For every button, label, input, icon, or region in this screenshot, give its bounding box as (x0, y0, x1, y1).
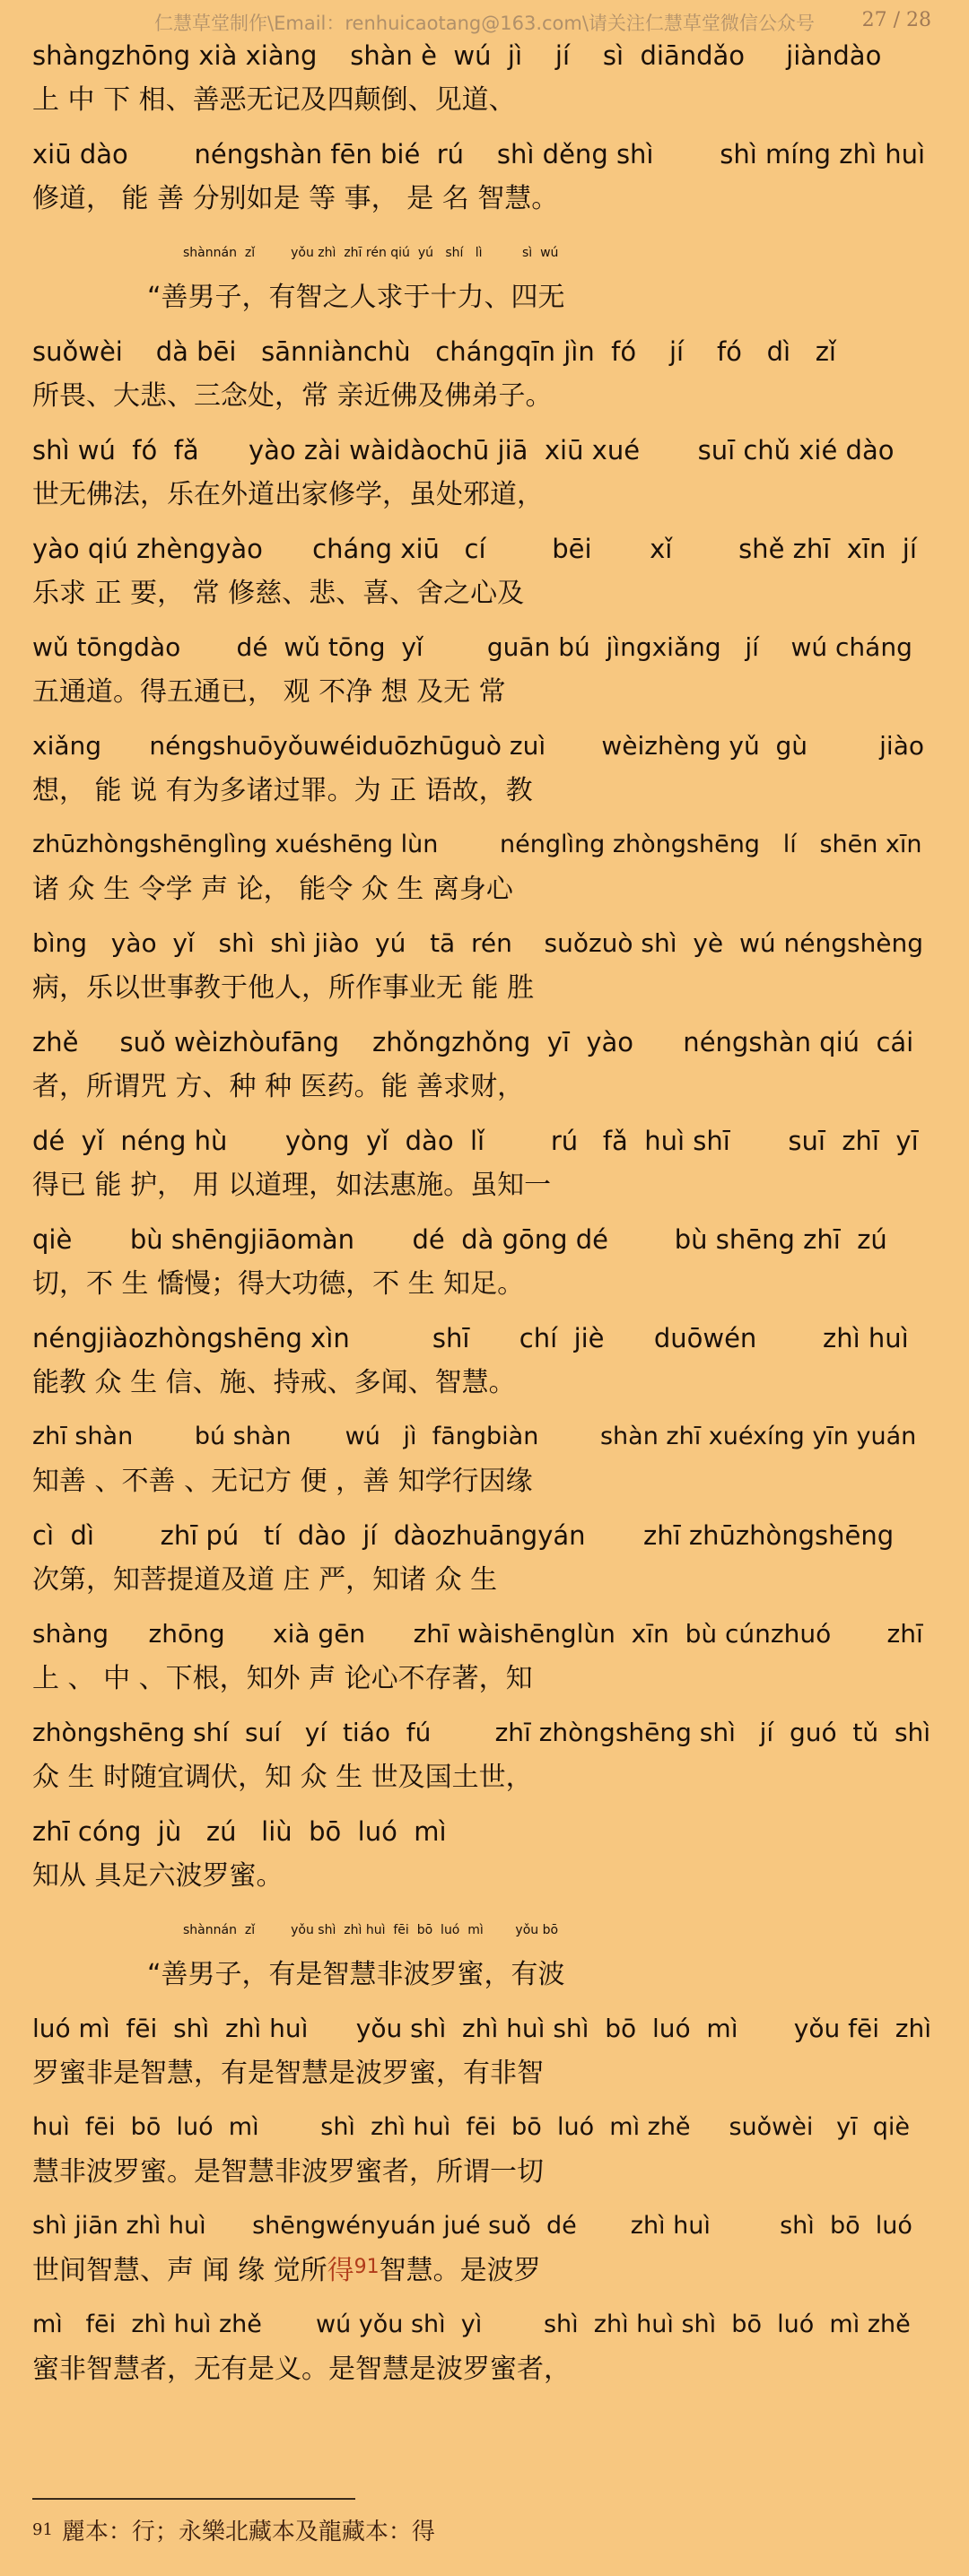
hanzi-line: 五通道。得五通已， 观 不净 想 及无 常 (32, 676, 506, 708)
pinyin-line: zhūzhòngshēnglìng xuéshēng lùn nénglìng zhòngshēng lí shēn xīn (32, 831, 922, 858)
pinyin-line: shàngzhōng xià xiàng shàn è wú jì jí sì diāndǎo jiàndào (32, 40, 882, 71)
hanzi-line: 世无佛法，乐在外道出家修学，虽处邪道， (32, 479, 544, 510)
hanzi-line: 次第，知菩提道及道 庄 严，知诸 众 生 (32, 1564, 498, 1596)
hanzi-line: 罗蜜非是智慧，有是智慧是波罗蜜，有非智 (32, 2058, 544, 2089)
pinyin-line: yào qiú zhèngyào cháng xiū cí bēi xǐ shě zhī xīn jí (32, 534, 917, 564)
page-number: 27 / 28 (861, 9, 931, 31)
text-line (32, 533, 947, 631)
header-title: 仁慧草堂制作\Email：renhuicaotang@163.com\请关注仁慧草堂微信公众号 (154, 13, 815, 34)
text-line (32, 39, 947, 138)
hanzi-line: 众 生 时随宜调伏，知 众 生 世及国土世， (32, 1762, 533, 1793)
hanzi-line: 得已 能 护， 用 以道理，如法惠施。虽知一 (32, 1170, 552, 1201)
pinyin-line: zhě suǒ wèizhòufāng zhǒngzhǒng yī yào néngshàn qiú cái (32, 1027, 914, 1057)
pinyin-line: zhī cóng jù zú liù bō luó mì (32, 1816, 447, 1847)
text-line (32, 1026, 947, 1125)
text-line (32, 631, 947, 730)
text-line (32, 1618, 947, 1717)
hanzi-line (32, 2241, 947, 2302)
text-line (32, 1421, 947, 1519)
pinyin-line: mì fēi zhì huì zhě wú yǒu shì yì shì zhì huì shì bō luó mì zhě (32, 2311, 911, 2338)
hanzi-line: 慧非波罗蜜。是智慧非波罗蜜者，所谓一切 (32, 2156, 544, 2188)
pinyin-line: shì wú fó fǎ yào zài wàidàochū jiā xiū xué suī chǔ xié dào (32, 435, 895, 466)
hanzi-line: 者，所谓咒 方、种 种 医药。能 善求财， (32, 1071, 525, 1102)
text-line (32, 1717, 947, 1815)
footnote (32, 2517, 930, 2547)
pinyin-line: shànnán zǐ yǒu shì zhì huì fēi bō luó mì yǒu bō (183, 1923, 559, 1937)
text-line (32, 138, 947, 237)
text-line (32, 1322, 947, 1421)
text-line (32, 2309, 947, 2407)
pinyin-line: zhòngshēng shí suí yí tiáo fú zhī zhòngshēng shì jí guó tǔ shì (32, 1718, 931, 1747)
hanzi-line: 诸 众 生 令学 声 论， 能令 众 生 离身心 (32, 874, 513, 905)
hanzi-segment: 智慧。是波罗 (379, 2255, 541, 2286)
text-line (32, 829, 947, 927)
pinyin-line: xiǎng néngshuōyǒuwéiduōzhūguò zuì wèizhèng yǔ gù jiào (32, 731, 924, 761)
text-line (32, 1223, 947, 1322)
hanzi-line: “善男子，有智之人求于十力、四无 (147, 282, 565, 313)
hanzi-line: 所畏、大悲、三念处，常 亲近佛及佛弟子。 (32, 380, 553, 412)
page-header (0, 7, 969, 34)
footnote-number: 91 (32, 2520, 53, 2539)
text-line (32, 1125, 947, 1223)
pinyin-line: shàng zhōng xià gēn zhī wàishēnglùn xīn bù cúnzhuó zhī (32, 1619, 923, 1649)
scripture-text (32, 39, 947, 2407)
pinyin-line: zhī shàn bú shàn wú jì fāngbiàn shàn zhī xuéxíng yīn yuán (32, 1423, 917, 1450)
hanzi-line: 修道， 能 善 分别如是 等 事， 是 名 智慧。 (32, 183, 559, 214)
hanzi-line: 病，乐以世事教于他人，所作事业无 能 胜 (32, 972, 535, 1004)
hanzi-line: 知从 具足六波罗蜜。 (32, 1860, 284, 1892)
pinyin-line: luó mì fēi shì zhì huì yǒu shì zhì huì shì bō luó mì yǒu fēi zhì (32, 2014, 932, 2043)
hanzi-line: 蜜非智慧者，无有是义。是智慧是波罗蜜者， (32, 2354, 571, 2385)
text-line (32, 237, 947, 335)
hanzi-line: 能教 众 生 信、施、持戒、多闻、智慧。 (32, 1367, 516, 1398)
text-line (32, 434, 947, 533)
hanzi-line: 乐求 正 要， 常 修慈、悲、喜、舍之心及 (32, 578, 525, 609)
footnote-marker[interactable]: 91 (354, 2256, 380, 2278)
text-line (32, 2111, 947, 2210)
pinyin-line: shànnán zǐ yǒu zhì zhī rén qiú yú shí lì sì wú (183, 246, 559, 260)
pinyin-line: qiè bù shēngjiāomàn dé dà gōng dé bù shēng zhī zú (32, 1224, 887, 1255)
pinyin-line: néngjiàozhòngshēng xìn shī chí jiè duōwén zhì huì (32, 1323, 909, 1353)
text-line (32, 1815, 947, 1914)
text-line (32, 2013, 947, 2111)
hanzi-line: 切，不 生 憍慢；得大功德，不 生 知足。 (32, 1268, 525, 1300)
footnote-divider (32, 2498, 355, 2500)
pinyin-line: wǔ tōngdào dé wǔ tōng yǐ guān bú jìngxiǎng jí wú cháng (32, 632, 912, 662)
hanzi-line: 想， 能 说 有为多诸过罪。为 正 语故，教 (32, 775, 533, 806)
pinyin-line: suǒwèi dà bēi sānniànchù chángqīn jìn fó jí fó dì zǐ (32, 336, 836, 367)
footnote-text: 麗本：行；永樂北藏本及龍藏本：得 (61, 2519, 435, 2546)
pinyin-line: xiū dào néngshàn fēn bié rú shì děng shì shì míng zhì huì (32, 139, 926, 170)
hanzi-line: 上 中 下 相、善恶无记及四颠倒、见道、 (32, 84, 516, 116)
text-line (32, 1914, 947, 2013)
pinyin-line: shì jiān zhì huì shēngwényuán jué suǒ dé zhì huì shì bō luó (32, 2212, 912, 2240)
pinyin-line: huì fēi bō luó mì shì zhì huì fēi bō luó mì zhě suǒwèi yī qiè (32, 2113, 910, 2141)
text-line (32, 2210, 947, 2309)
hanzi-line: 知善 、不善 、无记方 便 ，善 知学行因缘 (32, 1466, 533, 1497)
hanzi-line: 上 、 中 、下根，知外 声 论心不存著，知 (32, 1663, 533, 1694)
pinyin-line: cì dì zhī pú tí dào jí dàozhuāngyán zhī zhūzhòngshēng (32, 1520, 895, 1551)
text-line (32, 1519, 947, 1618)
text-line (32, 335, 947, 434)
hanzi-line: “善男子，有是智慧非波罗蜜，有波 (147, 1959, 565, 1990)
text-line (32, 730, 947, 829)
annotated-character: 得 (327, 2255, 354, 2286)
text-line (32, 927, 947, 1026)
pinyin-line: bìng yào yǐ shì shì jiào yú tā rén suǒzuò shì yè wú néngshèng (32, 928, 924, 958)
pinyin-line: dé yǐ néng hù yòng yǐ dào lǐ rú fǎ huì shī suī zhī yī (32, 1126, 919, 1156)
hanzi-segment: 世间智慧、声 闻 缘 觉所 (32, 2255, 327, 2286)
